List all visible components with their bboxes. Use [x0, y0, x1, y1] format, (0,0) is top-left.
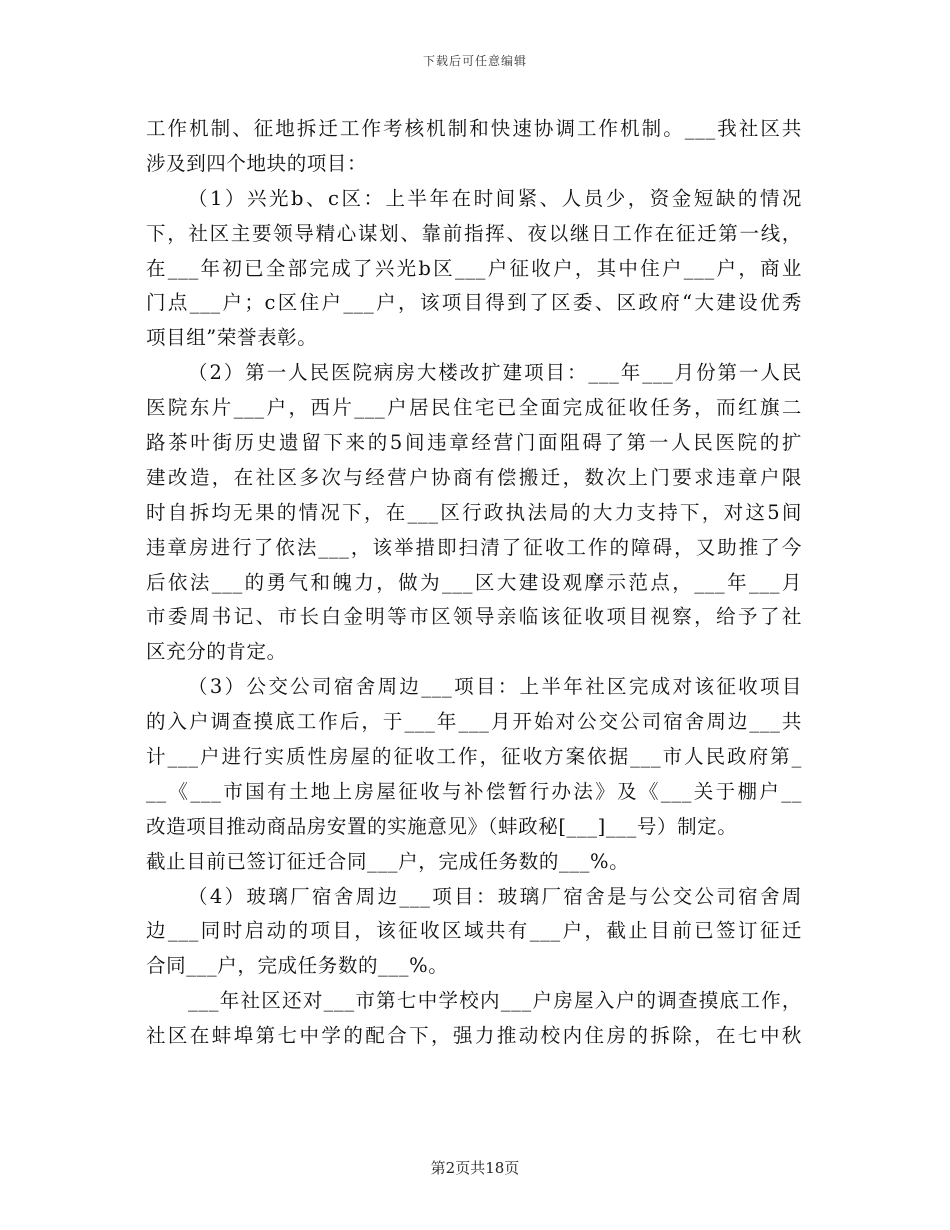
text-line: 边___同时启动的项目，该征收区域共有___户，截止目前已签订征迁 [146, 919, 802, 943]
text-line: （4）玻璃厂宿舍周边___项目：玻璃厂宿舍是与公交公司宿舍周 [188, 884, 802, 908]
text-line: 项目组”荣誉表彰。 [146, 326, 318, 350]
text-line: 工作机制、征地拆迁工作考核机制和快速协调工作机制。___我社区共 [146, 117, 802, 140]
text-line: 路茶叶街历史遗留下来的5间违章经营门面阻碍了第一人民医院的扩 [146, 431, 802, 455]
text-line: 门点___户；c区住户___户，该项目得到了区委、区政府“大建设优秀 [146, 291, 802, 315]
page-footer: 第2页共18页 [430, 1159, 520, 1177]
text-line: 在___年初已全部完成了兴光b区___户征收户，其中住户___户，商业 [146, 256, 802, 280]
text-line: 区充分的肯定。 [146, 640, 287, 664]
text-line: 涉及到四个地块的项目： [146, 151, 368, 175]
text-line: 社区在蚌埠第七中学的配合下，强力推动校内住房的拆除，在七中秋 [146, 1024, 802, 1048]
text-line: 截止目前已签订征迁合同___户，完成任务数的___%。 [146, 849, 630, 873]
text-line: 建改造，在社区多次与经营户协商有偿搬迁，数次上门要求违章户限 [146, 465, 802, 489]
text-line: 后依法___的勇气和魄力，做为___区大建设观摩示范点，___年___月 [146, 570, 802, 594]
text-line: 计___户进行实质性房屋的征收工作，征收方案依据___市人民政府第_ [146, 745, 802, 769]
text-line: 下，社区主要领导精心谋划、靠前指挥、夜以继日工作在征迁第一线， [146, 221, 802, 245]
text-line: （3）公交公司宿舍周边___项目：上半年社区完成对该征收项目 [188, 675, 802, 699]
text-line: 市委周书记、市长白金明等市区领导亲临该征收项目视察，给予了社 [146, 605, 802, 629]
text-line: 违章房进行了依法___，该举措即扫清了征收工作的障碍，又助推了今 [146, 535, 802, 559]
text-line: 医院东片___户，西片___户居民住宅已全面完成征收任务，而红旗二 [146, 396, 802, 420]
text-line: 时自拆均无果的情况下，在___区行政执法局的大力支持下，对这5间 [146, 500, 802, 524]
text-line: ___年社区还对___市第七中学校内___户房屋入户的调查摸底工作， [188, 989, 802, 1013]
text-line: （2）第一人民医院病房大楼改扩建项目：___年___月份第一人民 [188, 361, 802, 385]
document-body [146, 112, 802, 1054]
text-line: （1）兴光b、c区：上半年在时间紧、人员少，资金短缺的情况 [188, 186, 802, 210]
text-line: 的入户调查摸底工作后，于___年___月开始对公交公司宿舍周边___共 [146, 710, 802, 734]
text-line: 合同___户，完成任务数的___%。 [146, 954, 449, 978]
text-line: __《___市国有土地上房屋征收与补偿暂行办法》及《___关于棚户__ [146, 779, 802, 803]
page-header: 下载后可任意编辑 [422, 54, 527, 68]
text-line: 改造项目推动商品房安置的实施意见》（蚌政秘[___]___号）制定。 [146, 814, 738, 838]
